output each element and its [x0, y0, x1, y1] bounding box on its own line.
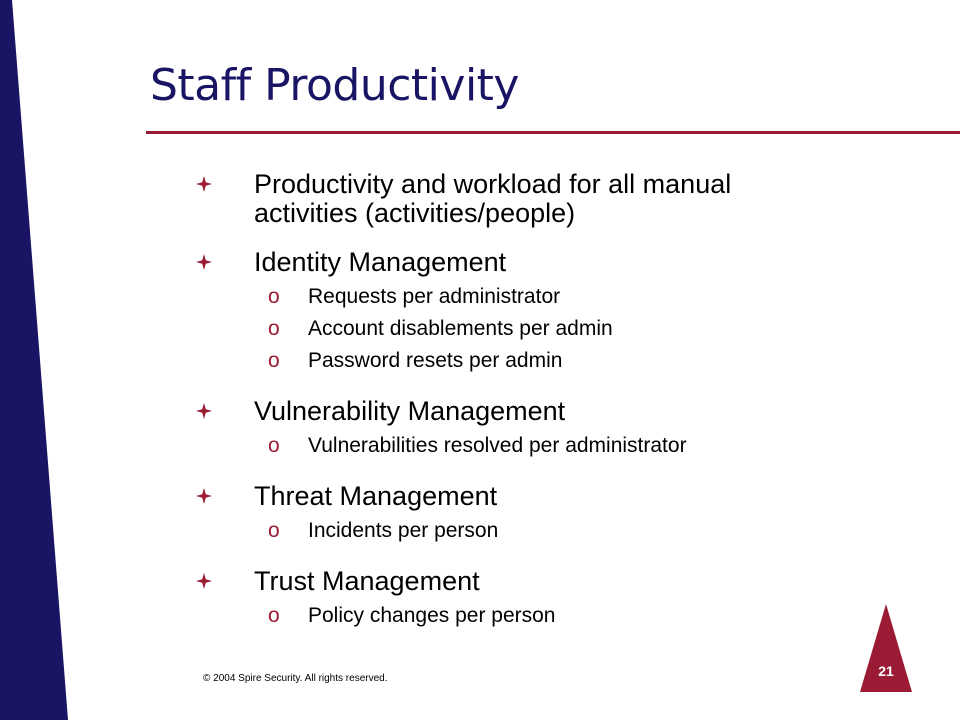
sub-bullet-item	[254, 345, 836, 377]
sub-bullet-marker: o	[268, 519, 280, 542]
slide-title: Staff Productivity	[150, 60, 519, 111]
page-number: 21	[878, 663, 894, 679]
bullet-item	[196, 248, 836, 377]
sub-bullet-marker: o	[268, 285, 280, 308]
four-point-star-icon	[196, 397, 254, 419]
sub-bullet-list	[254, 600, 836, 632]
sub-bullet-text: Account disablements per admin	[308, 317, 613, 340]
sub-bullet-item	[254, 515, 836, 547]
sub-bullet-item	[254, 430, 836, 462]
bullet-list	[196, 170, 836, 632]
title-underline	[146, 131, 960, 134]
four-point-star-icon	[196, 482, 254, 504]
bullet-text: Vulnerability Management	[254, 396, 566, 426]
four-point-star-icon	[196, 248, 254, 270]
left-decorative-band	[0, 0, 80, 720]
sub-bullet-list	[254, 430, 836, 462]
bullet-item	[196, 397, 836, 462]
four-point-star-icon	[196, 567, 254, 589]
sub-bullet-item	[254, 600, 836, 632]
sub-bullet-text: Requests per administrator	[308, 285, 561, 308]
bullet-text: Productivity and workload for all manual activities (activities/people)	[254, 169, 732, 228]
sub-bullet-list	[254, 515, 836, 547]
bullet-text: Threat Management	[254, 481, 498, 511]
sub-bullet-marker: o	[268, 434, 280, 457]
four-point-star-icon	[196, 170, 254, 192]
sub-bullet-list	[254, 281, 836, 377]
bullet-text: Identity Management	[254, 247, 507, 277]
sub-bullet-text: Policy changes per person	[308, 604, 556, 627]
sub-bullet-marker: o	[268, 317, 280, 340]
bullet-item	[196, 482, 836, 547]
sub-bullet-text: Password resets per admin	[308, 349, 563, 372]
bullet-text: Trust Management	[254, 566, 480, 596]
sub-bullet-text: Incidents per person	[308, 519, 499, 542]
sub-bullet-marker: o	[268, 349, 280, 372]
sub-bullet-text: Vulnerabilities resolved per administrator	[308, 434, 687, 457]
sub-bullet-item	[254, 281, 836, 313]
bullet-item	[196, 567, 836, 632]
bullet-item	[196, 170, 836, 228]
copyright-notice: © 2004 Spire Security. All rights reserved.	[203, 673, 388, 684]
sub-bullet-item	[254, 313, 836, 345]
sub-bullet-marker: o	[268, 604, 280, 627]
